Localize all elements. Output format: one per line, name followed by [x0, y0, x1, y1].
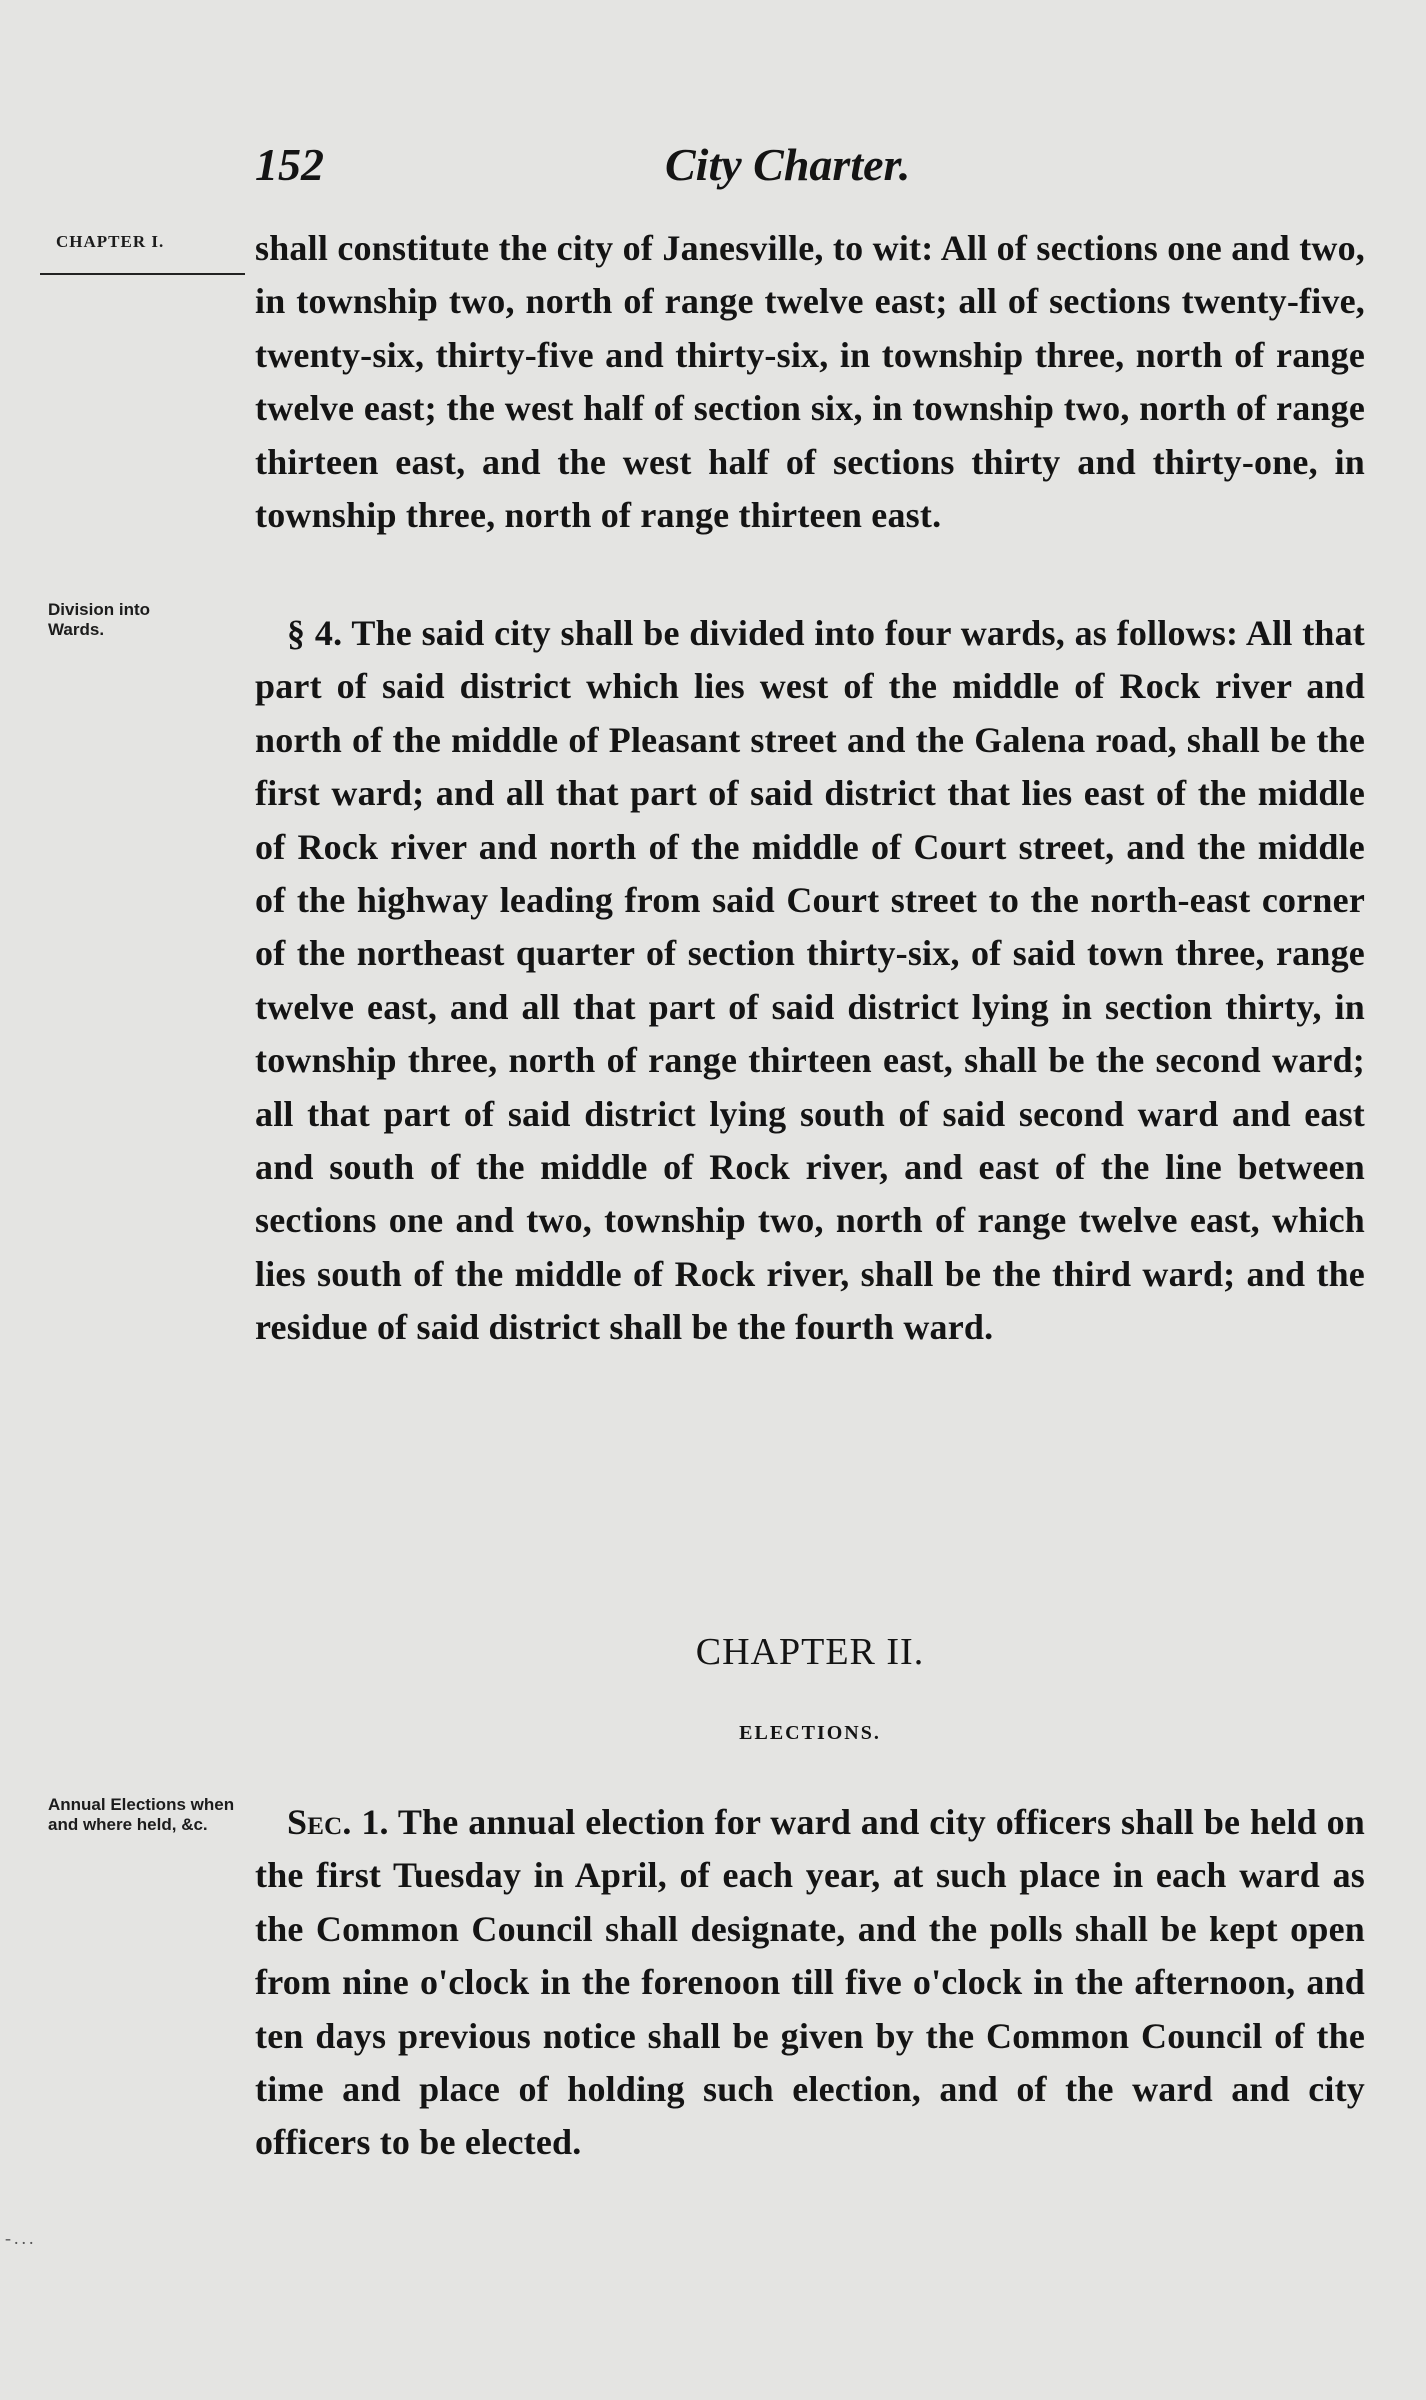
- section-number: Sec. 1.: [287, 1802, 389, 1842]
- page-header: [255, 138, 1365, 198]
- section-number: § 4.: [287, 613, 343, 653]
- stray-mark: -...: [5, 2228, 37, 2248]
- margin-rule: [40, 273, 245, 275]
- margin-note-division: Division into Wards.: [48, 600, 150, 639]
- chapter-title: CHAPTER II.: [695, 1631, 925, 1673]
- paragraph-annual-elections: [255, 1796, 1365, 2170]
- section-title: ELECTIONS.: [739, 1722, 881, 1744]
- page-number: 152: [255, 139, 324, 190]
- running-head: City Charter.: [665, 139, 911, 190]
- margin-note-elections: Annual Elections when and where held, &c.: [48, 1795, 235, 1834]
- paragraph-city-boundaries: shall constitute the city of Janesville, to wit: All of sections one and two, in township two, north of range twelve east; all of sections twenty-five, twenty-six, thirty-five and thirty-six, in township three, north of range twelve east; the west half of section six, in township two, north of range thirteen east, and the west half of sections thirty and thirty-one, in township three, north of range thirteen east.: [255, 228, 1365, 536]
- paragraph-text: The said city shall be divided into four wards, as follows: All that part of said district which lies west of the middle of Rock river and north of the middle of Pleasant street and the Galena road, shall be the first ward; and all that part of said district that lies east of the middle of Rock river and north of the middle of Court street, and the middle of the highway leading from said Court street to the north-east corner of the northeast quarter of section thirty-six, of said town three, range twelve east, and all that part of said district lying in section thirty, in township three, north of range thirteen east, shall be the second ward; all that part of said district lying south of said second ward and east and south of the middle of Rock river, and east of the line between sections one and two, township two, north of range twelve east, which lies south of the middle of Rock river, shall be the third ward; and the residue of said district shall be the fourth ward.: [255, 613, 1365, 1348]
- paragraph-text: The annual election for ward and city officers shall be held on the first Tuesday in April, of each year, at such place in each ward as the Common Council shall designate, and the polls shall be kept open from nine o'clock in the forenoon till five o'clock in the afternoon, and ten days previous notice shall be given by the Common Council of the time and place of holding such election, and of the ward and city officers to be elected.: [255, 1802, 1365, 2163]
- margin-note-chapter: CHAPTER I.: [56, 232, 165, 251]
- paragraph-division-into-wards: [255, 607, 1365, 1355]
